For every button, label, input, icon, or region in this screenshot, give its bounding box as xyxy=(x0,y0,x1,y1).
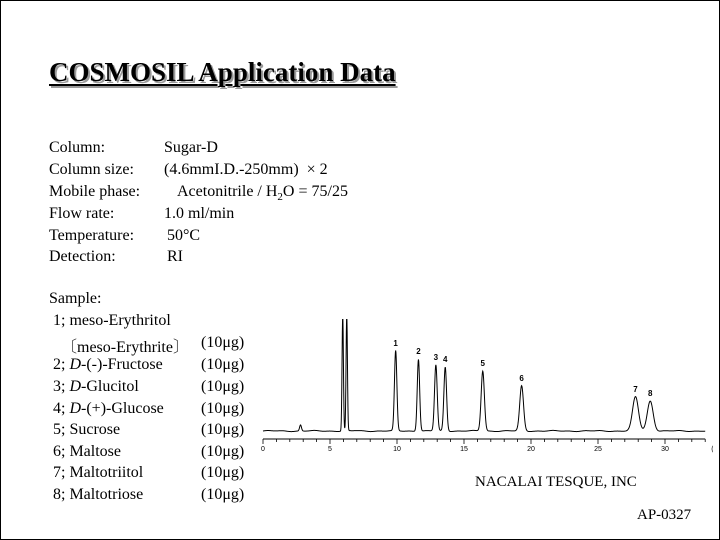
sample-name-italic: D xyxy=(69,378,82,395)
sample-name-part: 6; Maltose xyxy=(53,443,121,460)
condition-value-subscript: 2 xyxy=(277,191,283,204)
x-tick-label: 0 xyxy=(261,446,265,453)
condition-label: Column: xyxy=(49,139,106,156)
sample-name xyxy=(53,334,189,357)
condition-value-part: O = 75/25 xyxy=(282,183,348,200)
x-tick-label: 15 xyxy=(460,446,468,453)
sample-amount: (10μg) xyxy=(201,378,245,395)
sample-amount: (10μg) xyxy=(201,443,245,460)
condition-label: Mobile phase: xyxy=(49,183,141,200)
sample-name-part: 2; xyxy=(53,356,70,373)
sample-name xyxy=(53,378,139,396)
sample-name xyxy=(53,486,143,504)
sample-amount: (10μg) xyxy=(201,464,245,481)
company-name: NACALAI TESQUE, INC xyxy=(475,474,637,490)
x-tick-label: 10 xyxy=(393,446,401,453)
peak-label: 3 xyxy=(433,353,439,362)
sample-amount: (10μg) xyxy=(201,421,245,438)
sample-amount: (10μg) xyxy=(201,334,245,351)
sample-name xyxy=(53,312,171,330)
peak-label: 1 xyxy=(393,339,398,348)
x-axis-label xyxy=(711,446,713,453)
x-tick-label: 25 xyxy=(594,446,602,453)
sample-name-part: 8; Maltotriose xyxy=(53,486,144,503)
peak-label: 6 xyxy=(519,374,524,383)
x-tick-label: 20 xyxy=(527,446,535,453)
sample-name-part: -(+)-Glucose xyxy=(81,400,164,417)
condition-label: Flow rate: xyxy=(49,205,115,222)
peak-label: 4 xyxy=(443,355,448,364)
sample-name xyxy=(53,464,143,482)
condition-label: Column size: xyxy=(49,161,134,178)
condition-value: 1.0 ml/min xyxy=(164,205,235,222)
sample-name-part: 〔meso-Erythrite〕 xyxy=(53,339,189,356)
sample-name-part: -(-)-Fructose xyxy=(81,356,163,373)
sample-name-part: -Glucitol xyxy=(81,378,139,395)
condition-value: 50°C xyxy=(167,227,201,244)
x-tick-label: 30 xyxy=(661,446,669,453)
page-title: COSMOSIL Application Data xyxy=(49,57,396,87)
sample-name-part: 7; Maltotriitol xyxy=(53,464,144,481)
chromatogram-chart xyxy=(261,319,713,461)
peak-label: 5 xyxy=(480,359,485,368)
peak-label: 7 xyxy=(633,385,638,394)
peak-label: 2 xyxy=(416,347,421,356)
sample-name-italic: D xyxy=(69,400,82,417)
condition-value: Sugar-D xyxy=(164,139,218,156)
sample-name-part: 5; Sucrose xyxy=(53,421,121,438)
sample-amount: (10μg) xyxy=(201,356,245,373)
condition-value: RI xyxy=(167,248,183,265)
sample-name xyxy=(53,400,164,418)
sample-name xyxy=(53,356,163,374)
sample-name-part: 1; meso-Erythritol xyxy=(53,312,171,329)
condition-value: (4.6mmI.D.-250mm) × 2 xyxy=(164,161,328,178)
sample-name-part: 3; xyxy=(53,378,70,395)
x-tick-label: 5 xyxy=(328,446,332,453)
sample-name xyxy=(53,421,120,439)
sample-name-italic: D xyxy=(69,356,82,373)
peak-label: 8 xyxy=(648,389,653,398)
sample-amount: (10μg) xyxy=(201,400,245,417)
sample-heading: Sample: xyxy=(49,290,102,307)
document-code: AP-0327 xyxy=(637,507,692,523)
sample-amount: (10μg) xyxy=(201,486,245,503)
sample-name-part: 4; xyxy=(53,400,70,417)
sample-name xyxy=(53,443,121,461)
condition-label: Detection: xyxy=(49,248,116,265)
condition-label: Temperature: xyxy=(49,227,135,244)
condition-value-part: Acetonitrile / H xyxy=(177,183,278,200)
chromatogram-trace xyxy=(263,319,705,432)
